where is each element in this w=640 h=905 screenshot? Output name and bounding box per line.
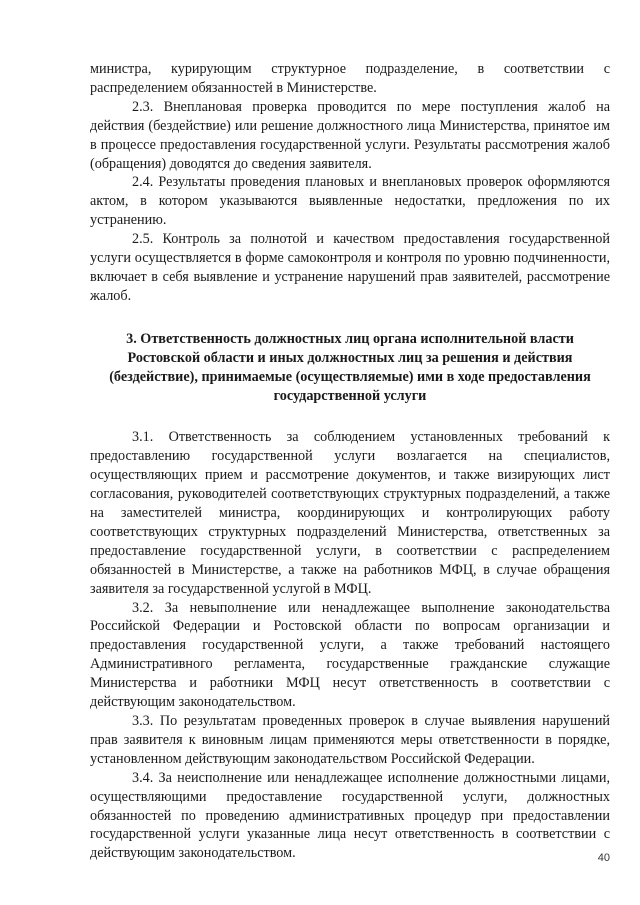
section-3-heading: 3. Ответственность должностных лиц органа исполнительной власти Ростовской области и иных должностных лиц за решения и действия (бездействие), принимаемые (осуществляемые) ими в ходе предоставления государственной услуги	[109, 330, 591, 404]
paragraph-3-2: 3.2. За невыполнение или ненадлежащее выполнение законодательства Российской Федерации и Ростовской области по вопросам организации и предоставления государственной услуги, а также требований настоящего Административного регламента, государственные гражданские служащие Министерства и работники МФЦ несут ответственность в соответствии с действующим законодательством.	[90, 599, 610, 711]
paragraph-2-3: 2.3. Внеплановая проверка проводится по мере поступления жалоб на действия (бездействие) или решение должностного лица Министерства, принятое им в процессе предоставления государственной услуги. Результаты рассмотрения жалоб (обращения) доводятся до сведения заявителя.	[90, 98, 610, 172]
paragraph-2-5: 2.5. Контроль за полнотой и качеством предоставления государственной услуги осуществляется в форме самоконтроля и контроля по уровню подчиненности, включает в себя выявление и устранение нарушений прав заявителей, рассмотрение жалоб.	[90, 231, 610, 304]
document-page	[90, 60, 610, 863]
paragraph-continuation: министра, курирующим структурное подразделение, в соответствии с распределением обязанностей в Министерстве.	[90, 61, 610, 96]
paragraph-3-3: 3.3. По результатам проведенных проверок в случае выявления нарушений прав заявителя к виновным лицам применяются меры ответственности в порядке, установленном действующим законодательством Российской Федерации.	[90, 713, 610, 767]
paragraph-3-1: 3.1. Ответственность за соблюдением установленных требований к предоставлению государственной услуги возлагается на специалистов, осуществляющих прием и рассмотрение документов, и также визирующих лист согласования, руководителей соответствующих структурных подразделений, а также на заместителей министра, координирующих и контролирующих работу соответствующих структурных подразделений Министерства, ответственных за предоставление государственной услуги, в соответствии с распределением обязанностей в Министерстве, а также на работников МФЦ, в случае обращения заявителя за государственной услугой в МФЦ.	[90, 429, 610, 597]
page-number: 40	[597, 852, 610, 864]
paragraph-2-4: 2.4. Результаты проведения плановых и внеплановых проверок оформляются актом, в котором указываются выявленные недостатки, предложения по их устранению.	[90, 174, 610, 229]
paragraph-3-4: 3.4. За неисполнение или ненадлежащее исполнение должностными лицами, осуществляющими предоставление государственной услуги, должностных обязанностей по проведению административных процедур при предоставлении государственной услуги указанные лица несут ответственность в соответствии с действующим законодательством.	[90, 769, 610, 862]
